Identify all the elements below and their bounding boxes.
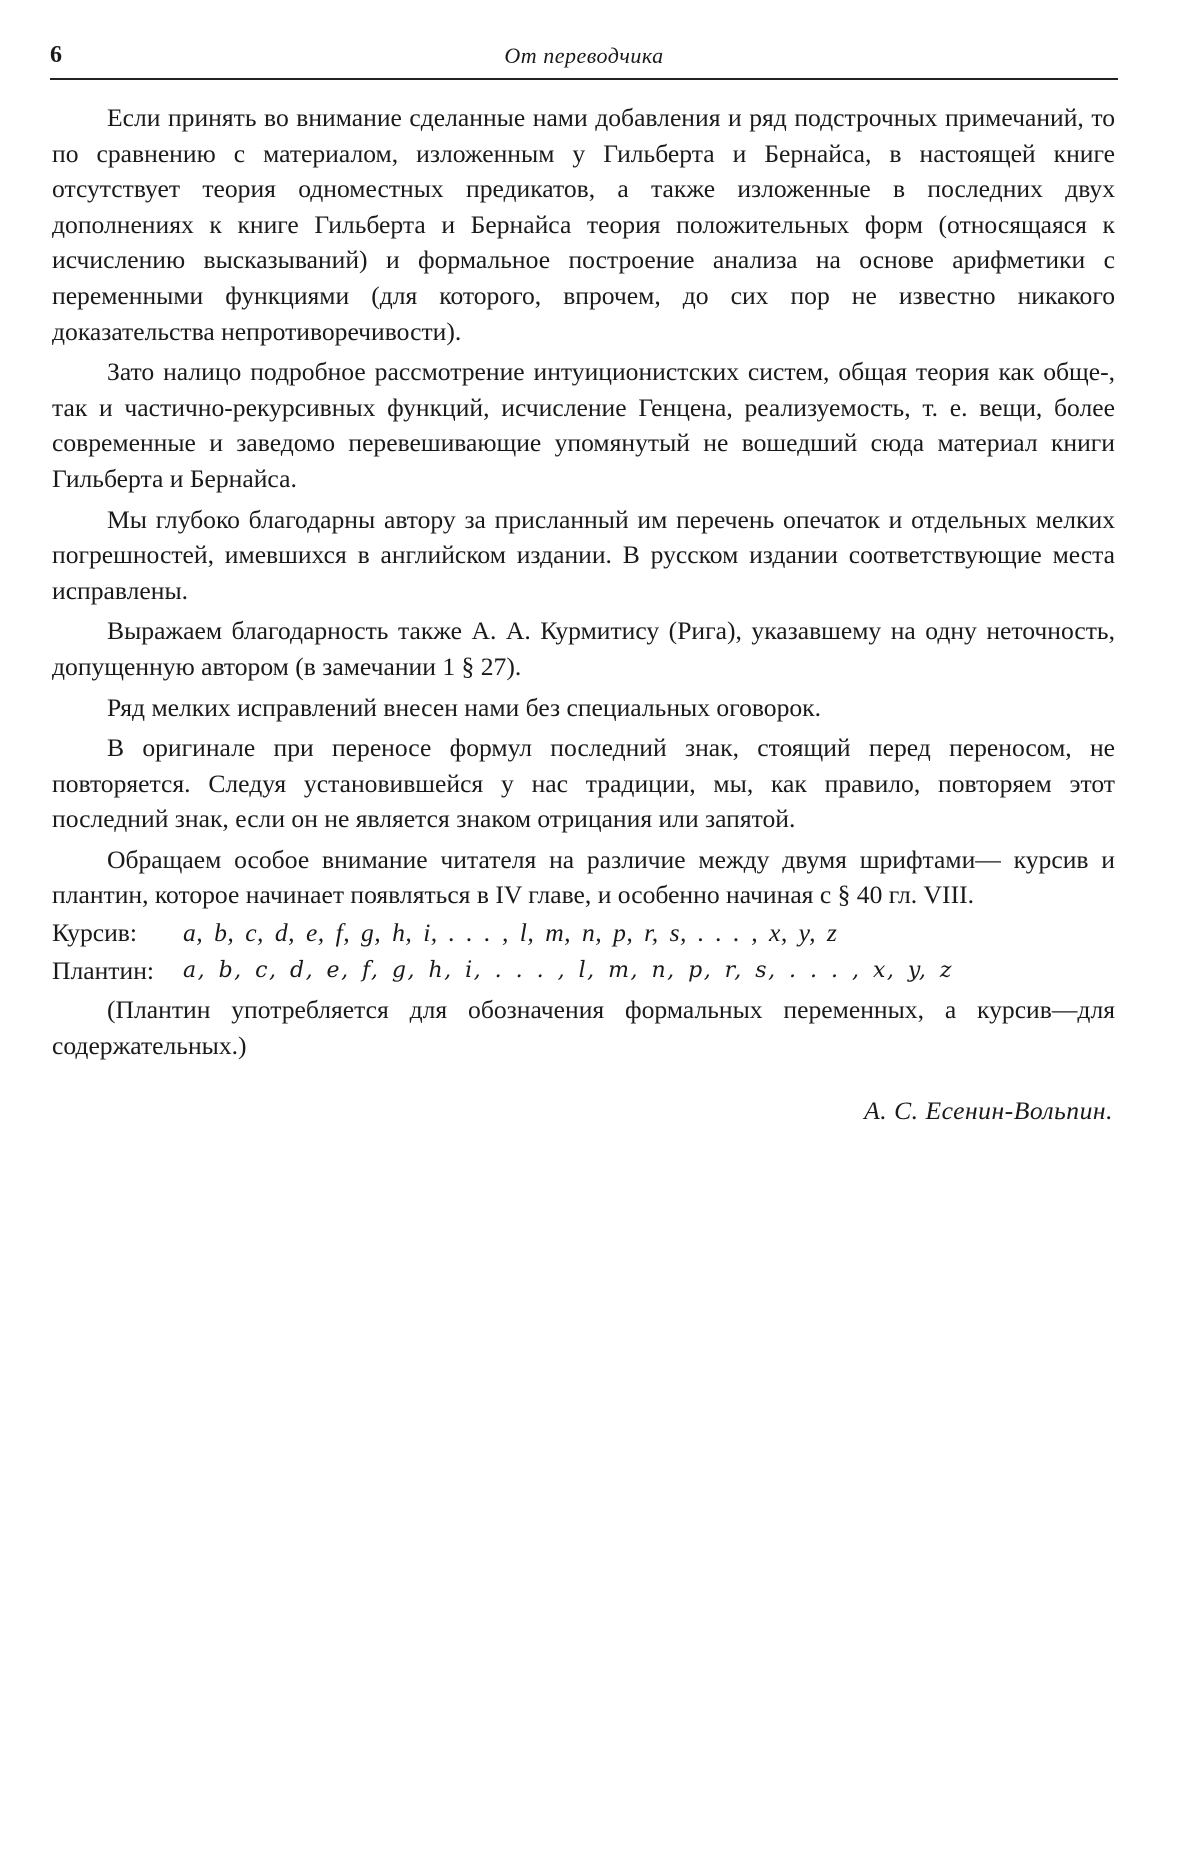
paragraph: Если принять во внимание сделанные нами добавления и ряд подстрочных примечаний, то по сравнению с материалом, изложенным у Гильберта и Бернайса, в настоящей книге отсутствует теория одноместных предикатов, а также изложенные в последних двух дополнениях к книге Гильберта и Бернайса теория положительных форм (относящаяся к исчислению высказываний) и формальное построение анализа на основе арифметики с переменными функциями (для которого, впрочем, до сих пор не известно никакого доказательства непротиворечивости). [52, 103, 1115, 346]
kursiv-alphabet-row [52, 915, 1115, 951]
paragraph: Ряд мелких исправлений внесен нами без специальных оговорок. [107, 692, 822, 722]
plantin-label: Плантин: [52, 955, 155, 985]
kursiv-letters: a, b, c, d, e, f, g, h, i, . . . , l, m, n, p, r, s, . . . , x, y, z [183, 918, 838, 948]
page-header [50, 38, 1118, 80]
paragraph: Обращаем особое внимание читателя на различие между двумя шрифтами— курсив и плантин, которое начинает появляться в IV главе, и особенно начиная с § 40 гл. VIII. [52, 844, 1115, 910]
kursiv-label: Курсив: [52, 918, 137, 948]
plantin-alphabet-row [52, 953, 1115, 989]
running-head: От переводчика [504, 43, 664, 68]
paragraph: Зато налицо подробное рассмотрение интуиционистских систем, общая теория как обще-, так и частично-рекурсивных функций, исчисление Генцена, реализуемость, т. е. вещи, более современные и заведомо перевешивающие упомянутый не вошедший сюда материал книги Гильберта и Бернайса. [52, 357, 1115, 493]
paragraph: Мы глубоко благодарны автору за присланный им перечень опечаток и отдельных мелких погрешностей, имевшихся в английском издании. В русском издании соответствующие места исправлены. [52, 504, 1115, 605]
paragraph: Выражаем благодарность также А. А. Курмитису (Рига), указавшему на одну неточность, допущенную автором (в замечании 1 § 27). [52, 616, 1115, 681]
font-usage-note: (Плантин употребляется для обозначения формальных переменных, а курсив—для содержательных.) [52, 995, 1115, 1060]
translator-signature: А. С. Есенин-Вольпин. [864, 1096, 1113, 1126]
paragraph: В оригинале при переносе формул последний знак, стоящий перед переносом, не повторяется. Следуя установившейся у нас традиции, мы, как правило, повторяем этот последний знак, если он не является знаком отрицания или запятой. [52, 733, 1115, 834]
page-body [52, 100, 1115, 1129]
page-number: 6 [50, 42, 62, 68]
plantin-letters: a, b, c, d, e, f, g, h, i, . . . , l, m, n, p, r, s, . . . , x, y, z [183, 957, 953, 983]
